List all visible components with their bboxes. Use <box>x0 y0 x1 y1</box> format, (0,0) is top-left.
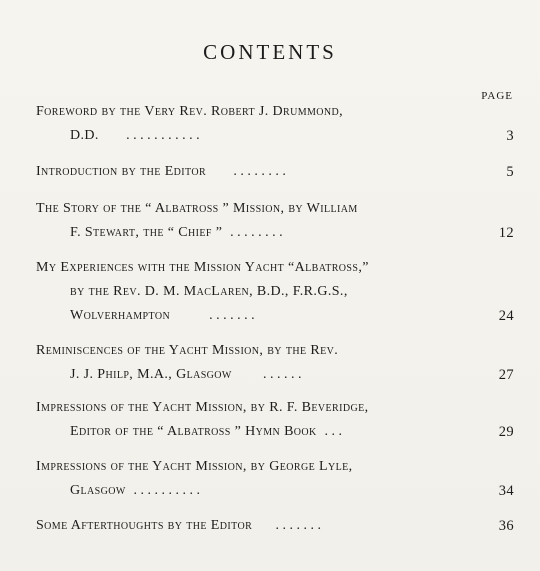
leader-dots: . . . . . . . . . . <box>133 483 200 498</box>
toc-entry-title-text: J. J. Philp, M.A., Glasgow <box>70 367 232 382</box>
toc-entry-foreword <box>36 100 514 148</box>
toc-entry-introduction <box>36 160 514 184</box>
toc-entry-title-line <box>36 420 514 444</box>
toc-entry-title-text: Glasgow <box>70 483 126 498</box>
leader-dots: . . . <box>324 424 342 439</box>
toc-entry-page-number: 24 <box>498 308 514 324</box>
leader-dots: . . . . . . . . <box>230 225 283 240</box>
toc-entry-page-number: 36 <box>498 518 514 534</box>
page-column-label: PAGE <box>481 90 513 102</box>
toc-entry-title-line <box>36 304 514 328</box>
toc-entry-title-text: F. Stewart, the “ Chief ” <box>70 225 223 240</box>
contents-heading: CONTENTS <box>203 40 337 64</box>
toc-entry-title-line <box>36 363 514 387</box>
toc-entry-title-text: D.D. <box>70 128 99 143</box>
toc-entry-my-experiences <box>36 256 514 328</box>
toc-entry-title-line: Impressions of the Yacht Mission, by R. F. Beveridge, <box>36 400 369 415</box>
leader-dots: . . . . . . . . <box>233 164 286 179</box>
toc-entry-page-number: 29 <box>498 424 514 440</box>
toc-entry-title-line: Foreword by the Very Rev. Robert J. Drummond, <box>36 104 344 119</box>
toc-entry-title-line: Reminiscences of the Yacht Mission, by the Rev. <box>36 343 339 358</box>
toc-entry-page-number: 34 <box>498 483 514 499</box>
toc-entry-title-text: Editor of the “ Albatross ” Hymn Book <box>70 424 317 439</box>
toc-entry-impressions-beveridge <box>36 396 514 444</box>
leader-dots: . . . . . . <box>262 367 302 382</box>
toc-entry-impressions-lyle <box>36 455 514 503</box>
toc-entry-title-line: Impressions of the Yacht Mission, by George Lyle, <box>36 459 353 474</box>
toc-entry-page-number: 12 <box>498 225 514 241</box>
toc-entry-reminiscences <box>36 339 514 387</box>
leader-dots: . . . . . . . <box>275 518 322 533</box>
toc-entry-title-text: Introduction by the Editor <box>36 164 207 179</box>
toc-entry-title-line <box>36 160 514 184</box>
toc-entry-albatross-story <box>36 197 514 245</box>
toc-entry-page-number: 27 <box>498 367 514 383</box>
toc-entry-page-number: 3 <box>506 128 514 144</box>
toc-entry-title-line <box>36 124 514 148</box>
toc-entry-title-text: Some Afterthoughts by the Editor <box>36 518 253 533</box>
toc-entry-title-line: My Experiences with the Mission Yacht “Albatross,” <box>36 260 369 275</box>
leader-dots: . . . . . . . . . . . <box>126 128 200 143</box>
toc-entry-title-line <box>36 514 514 538</box>
toc-entry-title-line: The Story of the “ Albatross ” Mission, by William <box>36 201 358 216</box>
toc-entry-page-number: 5 <box>506 164 514 180</box>
toc-entry-title-line: by the Rev. D. M. MacLaren, B.D., F.R.G.S., <box>70 284 348 299</box>
toc-entry-title-line <box>36 221 514 245</box>
toc-entry-title-text: Wolverhampton <box>70 308 171 323</box>
toc-entry-title-line <box>36 479 514 503</box>
toc-entry-afterthoughts <box>36 514 514 538</box>
leader-dots: . . . . . . . <box>209 308 255 323</box>
